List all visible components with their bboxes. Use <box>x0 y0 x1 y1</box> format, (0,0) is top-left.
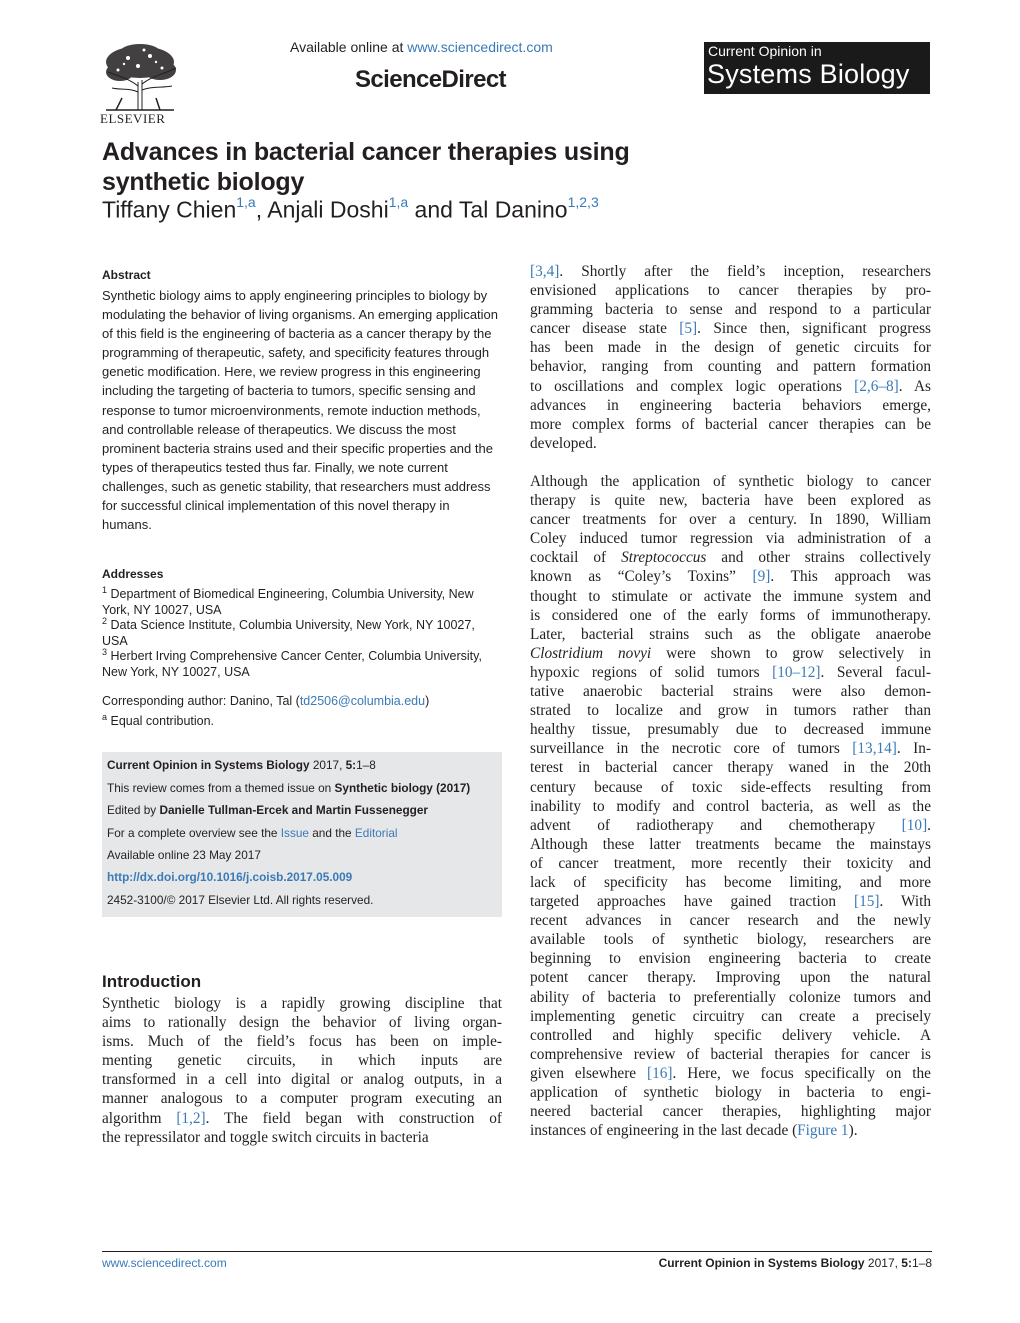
text-line: cancer disease state [5]. Since then, significant progress <box>530 320 932 338</box>
citation-link[interactable]: [15] <box>854 893 880 911</box>
footer-year: 2017, <box>864 1256 902 1270</box>
text-line: cocktail of Streptococcus and other strains collectively <box>530 549 932 567</box>
address-number: 1 <box>102 585 108 595</box>
text-line: isms. Much of the field’s focus has been on imple- <box>102 1033 502 1051</box>
text-line: Although these latter treatments became the mainstays <box>530 835 931 853</box>
equal-text: Equal contribution. <box>107 714 215 729</box>
publisher-logo-text: ELSEVIER <box>100 111 166 126</box>
info-doi <box>107 870 352 884</box>
text-line: transformed in a cell into digital or analog outputs, in a <box>102 1071 502 1089</box>
figure-link[interactable]: Figure 1 <box>797 1122 849 1140</box>
available-online <box>290 39 553 55</box>
footer-volume: 5: <box>901 1256 912 1270</box>
author-affiliation[interactable]: 1,a <box>236 194 256 210</box>
footer-rule <box>102 1251 932 1252</box>
text-line: healthy tissue, presumably due to decreased immune <box>530 721 931 739</box>
addresses-heading: Addresses <box>102 567 164 581</box>
introduction-heading: Introduction <box>102 972 202 991</box>
journal-banner-top: Current Opinion in <box>708 43 822 59</box>
abstract-heading: Abstract <box>102 268 151 282</box>
citation-link[interactable]: [3,4] <box>530 263 560 280</box>
text-line: tative anaerobic bacterial strains were also demon- <box>530 683 931 701</box>
info-editors <box>107 803 428 817</box>
article-info-box <box>102 752 502 917</box>
author-list <box>102 196 599 224</box>
author-separator: and <box>408 196 459 223</box>
info-edited-prefix: Edited by <box>107 803 160 817</box>
body-paragraph-1 <box>530 262 931 453</box>
address-text: Data Science Institute, Columbia University, New York, NY 10027, USA <box>102 618 475 648</box>
footer-pages: 1–8 <box>911 1256 932 1270</box>
text-line: Synthetic biology is a rapidly growing discipline that <box>102 995 502 1012</box>
journal-banner-name: Systems Biology <box>707 59 910 89</box>
info-themed <box>107 781 470 795</box>
address-number: 2 <box>102 616 108 626</box>
corresponding-suffix: ) <box>425 694 430 708</box>
text-line: has been made in the design of genetic circuits for <box>530 339 931 357</box>
issue-link[interactable]: Issue <box>280 826 309 840</box>
text-line: cancer treatments for over a century. In 1890, William <box>530 511 931 529</box>
address-number: 3 <box>102 647 108 657</box>
text-line: targeted approaches have gained traction [15]. With <box>530 893 931 911</box>
text-line: Although the application of synthetic biology to cancer <box>530 473 931 490</box>
doi-link[interactable]: http://dx.doi.org/10.1016/j.coisb.2017.05.009 <box>107 870 353 884</box>
text-line: surveillance in the necrotic core of tumors [13,14]. In- <box>530 740 931 758</box>
text-line: advent of radiotherapy and chemotherapy [10]. <box>530 816 931 834</box>
text-line: thought to stimulate or activate the immune system and <box>530 587 931 605</box>
editorial-link[interactable]: Editorial <box>354 826 398 840</box>
text-line: aims to rationally design the behavior of living organ- <box>102 1014 502 1032</box>
text-line: known as “Coley’s Toxins” [9]. This approach was <box>530 568 931 586</box>
sciencedirect-wordmark: ScienceDirect <box>355 66 506 93</box>
text-line: instances of engineering in the last decade (Figure 1). <box>530 1122 858 1140</box>
citation-link[interactable]: [1,2] <box>176 1109 206 1127</box>
text-line: beginning to envision engineering bacteria to create <box>530 950 931 968</box>
info-overview-prefix: For a complete overview see the <box>107 826 281 840</box>
corresponding-author <box>102 693 502 709</box>
author-name: Tiffany Chien <box>102 196 237 223</box>
text-line: developed. <box>530 434 597 452</box>
address-text: Department of Biomedical Engineering, Columbia University, New York, NY 10027, USA <box>102 587 474 617</box>
info-journal: Current Opinion in Systems Biology <box>107 758 310 772</box>
text-line: to oscillations and complex logic operations [2,6–8]. As <box>530 377 931 395</box>
address-3 <box>102 645 502 680</box>
text-line: algorithm [1,2]. The field began with construction of <box>102 1109 502 1127</box>
journal-banner <box>704 42 930 94</box>
text-line: recent advances in cancer research and the newly <box>530 912 931 930</box>
text-line: implementing genetic circuitry can create a precisely <box>530 1007 931 1025</box>
text-line: given elsewhere [16]. Here, we focus specifically on the <box>530 1064 931 1082</box>
corresponding-email-link[interactable]: td2506@columbia.edu <box>299 694 426 708</box>
info-overview-and: and the <box>308 826 355 840</box>
text-line: potent cancer therapy. Improving upon the natural <box>530 969 931 987</box>
info-year: 2017, <box>309 758 346 772</box>
footer-citation <box>659 1256 932 1270</box>
citation-link[interactable]: [10] <box>901 816 928 834</box>
sciencedirect-link[interactable]: www.sciencedirect.com <box>407 39 553 55</box>
introduction-text <box>102 994 502 1147</box>
body-paragraph-2 <box>530 472 931 1140</box>
text-line: [3,4]. Shortly after the field’s inception, researchers <box>530 263 931 280</box>
text-line: of cancer treatment, more recently their toxicity and <box>530 854 931 872</box>
text-line: behavior, ranging from counting and pattern formation <box>530 358 931 376</box>
citation-link[interactable]: [9] <box>752 568 771 586</box>
info-themed-issue: Synthetic biology (2017) <box>334 781 471 795</box>
citation-link[interactable]: [2,6–8] <box>854 377 899 395</box>
equal-mark: a <box>102 712 108 722</box>
text-line: the repressilator and toggle switch circuits in bacteria <box>102 1128 429 1146</box>
citation-link[interactable]: [16] <box>647 1064 673 1082</box>
info-themed-prefix: This review comes from a themed issue on <box>107 781 335 795</box>
corresponding-prefix: Corresponding author: Danino, Tal ( <box>102 694 300 708</box>
text-line: is considered one of the early forms of immunotherapy. <box>530 606 931 624</box>
text-line: controlled and highly specific delivery vehicle. A <box>530 1026 931 1044</box>
text-line: hypoxic regions of solid tumors [10–12]. Several facul- <box>530 663 932 681</box>
text-line: therapy is quite new, bacteria have been explored as <box>530 492 931 510</box>
citation-link[interactable]: [10–12] <box>772 663 821 681</box>
info-copyright: 2452-3100/© 2017 Elsevier Ltd. All rights reserved. <box>107 893 374 907</box>
abstract-text: Synthetic biology aims to apply engineering principles to biology by modulating the behavior of living organisms. An emerging application of this field is the engineering of bacteria as a cancer therapy by the programming of therapeutic, safety, and specificity features through genetic modification. Here, we review progress in this engineering including the targeting of bacteria to tumors, specific sensing and response to tumor microenvironments, remote induction methods, and controllable release of therapeutics. We discuss the most prominent bacteria strains used and their specific properties and the types of therapeutics tested thus far. Finally, we note current challenges, such as genetic stability, that researchers must address for successful clinical implementation of this novel therapy in humans. <box>102 288 499 533</box>
text-line: inability to modify and control bacteria, as well as the <box>530 797 931 815</box>
citation-link[interactable]: [13,14] <box>852 740 897 758</box>
text-line: comprehensive review of bacterial therapies for cancer is <box>530 1045 931 1063</box>
text-line: envisioned applications to cancer therapies by pro- <box>530 282 931 300</box>
text-line: Clostridium novyi were shown to grow selectively in <box>530 644 931 662</box>
footer-journal: Current Opinion in Systems Biology <box>658 1256 865 1270</box>
author-name: Tal Danino <box>458 196 568 223</box>
info-overview <box>107 826 398 840</box>
text-line: menting genetic circuits, in which inputs are <box>102 1052 502 1070</box>
text-line: terest in bacterial cancer therapy waned in the 20th <box>530 759 931 777</box>
author-affiliation[interactable]: 1,2,3 <box>567 194 599 210</box>
text-line: Later, bacterial strains such as the obligate anaerobe <box>530 625 931 643</box>
text-line: century because of toxic side-effects resulting from <box>530 778 931 796</box>
text-line: lack of specificity has become limiting, and more <box>530 873 931 891</box>
text-line: available tools of synthetic biology, researchers are <box>530 931 931 949</box>
text-line: application of synthetic biology in bacteria to engi- <box>530 1084 931 1101</box>
info-editor-names: Danielle Tullman-Ercek and Martin Fussenegger <box>159 803 429 817</box>
text-line: more complex forms of bacterial cancer therapies can be <box>530 415 931 433</box>
footer-sciencedirect-link[interactable]: www.sciencedirect.com <box>102 1256 227 1270</box>
available-prefix: Available online at <box>290 39 408 55</box>
article-title: Advances in bacterial cancer therapies using synthetic biology <box>102 138 630 196</box>
text-line: gramming bacteria to sense and respond to a particular <box>530 301 931 319</box>
text-line: Coley induced tumor regression via administration of a <box>530 530 931 548</box>
author-separator: , <box>255 196 268 223</box>
text-line: neered bacterial cancer therapies, highlighting major <box>530 1103 931 1121</box>
info-citation <box>107 758 376 772</box>
text-line: strated to localize and grow in tumors rather than <box>530 702 931 720</box>
citation-link[interactable]: [5] <box>679 320 698 338</box>
info-available: Available online 23 May 2017 <box>107 848 261 862</box>
footer-url <box>102 1256 227 1270</box>
info-pages: 1–8 <box>356 758 376 772</box>
text-line: manner analogous to a computer program executing an <box>102 1090 502 1108</box>
text-line: ability of bacteria to preferentially colonize tumors and <box>530 988 931 1006</box>
author-name: Anjali Doshi <box>267 196 389 223</box>
text-line: advances in engineering bacteria behaviors emerge, <box>530 396 931 414</box>
author-affiliation[interactable]: 1,a <box>388 194 409 210</box>
info-volume: 5: <box>345 758 357 772</box>
equal-contribution <box>102 709 502 729</box>
address-text: Herbert Irving Comprehensive Cancer Center, Columbia University, New York, NY 10027, USA <box>102 649 482 679</box>
